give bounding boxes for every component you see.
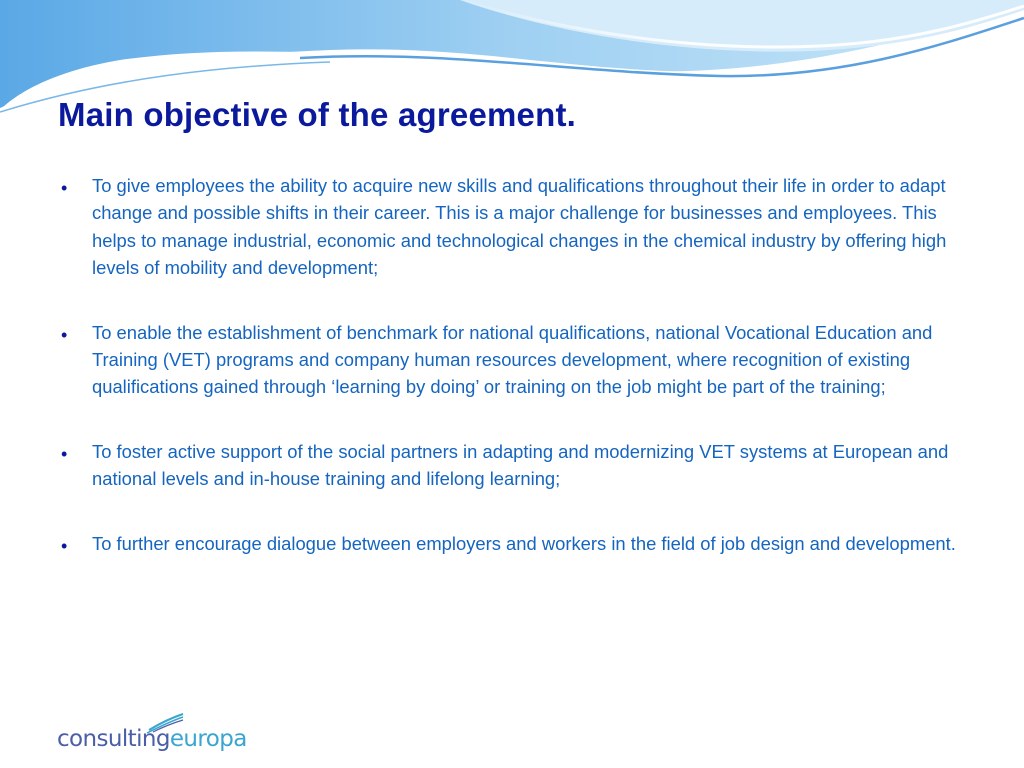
bullet-item bbox=[58, 172, 958, 282]
bullet-text: To enable the establishment of benchmark for national qualifications, national Vocational Education and Training (VET) programs and company human resources development, where recognition of existing qualifications gained through ‘learning by doing’ or training on the job might be part of the training; bbox=[92, 321, 933, 398]
bullet-item bbox=[58, 319, 958, 401]
bullet-item bbox=[58, 530, 958, 557]
bullet-dot-icon: • bbox=[61, 535, 68, 556]
bullet-dot-icon: • bbox=[61, 324, 68, 345]
logo-wordmark bbox=[57, 726, 247, 752]
bullet-text: To further encourage dialogue between employers and workers in the field of job design and development. bbox=[92, 532, 956, 554]
bullet-dot-icon: • bbox=[61, 443, 68, 464]
logo-text-europa: europa bbox=[169, 726, 247, 752]
bullet-text: To give employees the ability to acquire new skills and qualifications throughout their life in order to adapt change and possible shifts in their career. This is a major challenge for businesses and employees. This helps to manage industrial, economic and technological changes in the chemical industry by offering high levels of mobility and development; bbox=[92, 175, 947, 279]
bullet-list bbox=[58, 172, 958, 594]
bullet-item bbox=[58, 438, 958, 493]
logo-text-consulting: consulting bbox=[57, 726, 170, 752]
slide-title: Main objective of the agreement. bbox=[58, 96, 577, 133]
bullet-text: To foster active support of the social partners in adapting and modernizing VET systems at European and national levels and in-house training and lifelong learning; bbox=[92, 440, 949, 490]
bullet-dot-icon: • bbox=[61, 178, 68, 198]
